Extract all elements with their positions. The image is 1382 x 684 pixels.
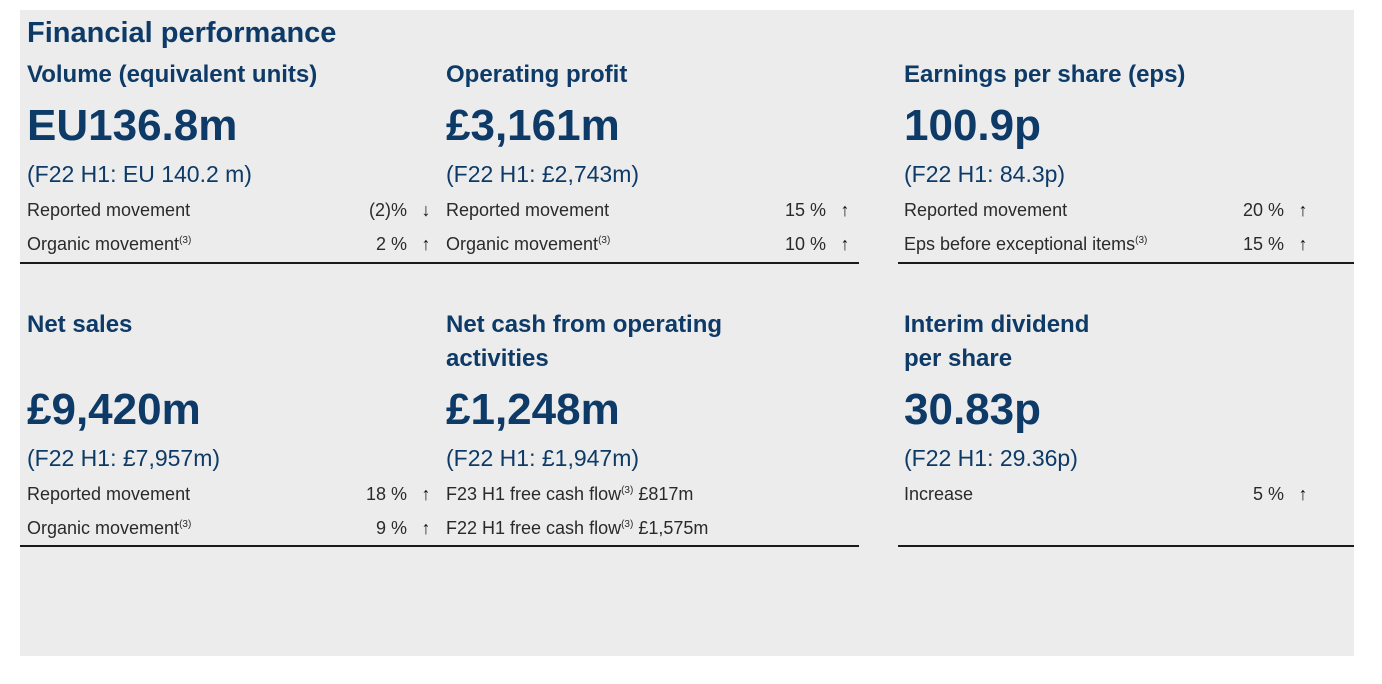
- row-percent: 9 %: [375, 518, 407, 538]
- metric-heading: Interim dividend: [904, 311, 1090, 338]
- metric-row: [27, 196, 433, 224]
- row-percent: 15 %: [1242, 234, 1284, 254]
- metric-heading: Net cash from operating: [446, 311, 723, 338]
- row-percent: 18 %: [365, 484, 407, 504]
- metric-prior-period: (F22 H1: 84.3p): [904, 161, 1066, 187]
- metric-row: [27, 514, 433, 542]
- metric-value: £1,248m: [446, 385, 620, 434]
- metric-row: [27, 230, 433, 258]
- arrow-down-icon: ↓: [421, 200, 431, 220]
- arrow-up-icon: ↑: [1298, 484, 1308, 504]
- metric-value: 100.9p: [904, 101, 1041, 150]
- metric-value: £9,420m: [27, 385, 201, 434]
- arrow-up-icon: ↑: [840, 234, 850, 254]
- arrow-up-icon: ↑: [421, 518, 431, 538]
- row-label: F23 H1 free cash flow$^{(3)}$ £817m: [446, 484, 694, 504]
- arrow-up-icon: ↑: [1298, 200, 1308, 220]
- row-percent: 20 %: [1242, 200, 1284, 220]
- row-label: F22 H1 free cash flow$^{(3)}$ £1,575m: [446, 518, 709, 538]
- arrow-up-icon: ↑: [1298, 234, 1308, 254]
- row-label: Reported movement: [904, 200, 1068, 220]
- metric-value: EU136.8m: [27, 101, 238, 150]
- metric-heading: Net sales: [27, 311, 133, 338]
- section-divider: [20, 545, 859, 547]
- row-percent: 2 %: [375, 234, 407, 254]
- section-divider: [898, 262, 1354, 264]
- row-label: Eps before exceptional items$^{(3)}$: [904, 234, 1148, 254]
- metric-heading-line2: per share: [904, 345, 1013, 372]
- row-label: Reported movement: [27, 200, 191, 220]
- row-percent: 5 %: [1252, 484, 1284, 504]
- metric-prior-period: (F22 H1: EU 140.2 m): [27, 161, 252, 187]
- metric-row: [904, 196, 1310, 224]
- metric-heading: Operating profit: [446, 61, 628, 88]
- arrow-up-icon: ↑: [421, 484, 431, 504]
- row-label: Organic movement$^{(3)}$: [446, 234, 611, 254]
- metric-prior-period: (F22 H1: £2,743m): [446, 161, 640, 187]
- arrow-up-icon: ↑: [421, 234, 431, 254]
- metric-row: [27, 480, 433, 508]
- metric-row: [446, 230, 852, 258]
- row-percent: 15 %: [784, 200, 826, 220]
- metric-row: [904, 230, 1310, 258]
- metric-value: £3,161m: [446, 101, 620, 150]
- page-title: Financial performance: [27, 17, 337, 49]
- row-label: Reported movement: [27, 484, 191, 504]
- row-label: Reported movement: [446, 200, 610, 220]
- metric-value: 30.83p: [904, 385, 1041, 434]
- section-divider: [898, 545, 1354, 547]
- metric-heading-line2: activities: [446, 345, 549, 372]
- row-label: Increase: [904, 484, 974, 504]
- row-label: Organic movement$^{(3)}$: [27, 518, 192, 538]
- metric-row: [904, 480, 1310, 508]
- row-percent: (2)%: [368, 200, 407, 220]
- row-percent: 10 %: [784, 234, 826, 254]
- metric-row: [446, 480, 852, 508]
- metric-row: [446, 514, 852, 542]
- metric-prior-period: (F22 H1: £1,947m): [446, 445, 640, 471]
- section-divider: [20, 262, 859, 264]
- metric-heading: Volume (equivalent units): [27, 61, 318, 88]
- row-label: Organic movement$^{(3)}$: [27, 234, 192, 254]
- metric-heading: Earnings per share (eps): [904, 61, 1186, 88]
- metric-prior-period: (F22 H1: 29.36p): [904, 445, 1078, 471]
- metric-row: [446, 196, 852, 224]
- arrow-up-icon: ↑: [840, 200, 850, 220]
- metric-prior-period: (F22 H1: £7,957m): [27, 445, 221, 471]
